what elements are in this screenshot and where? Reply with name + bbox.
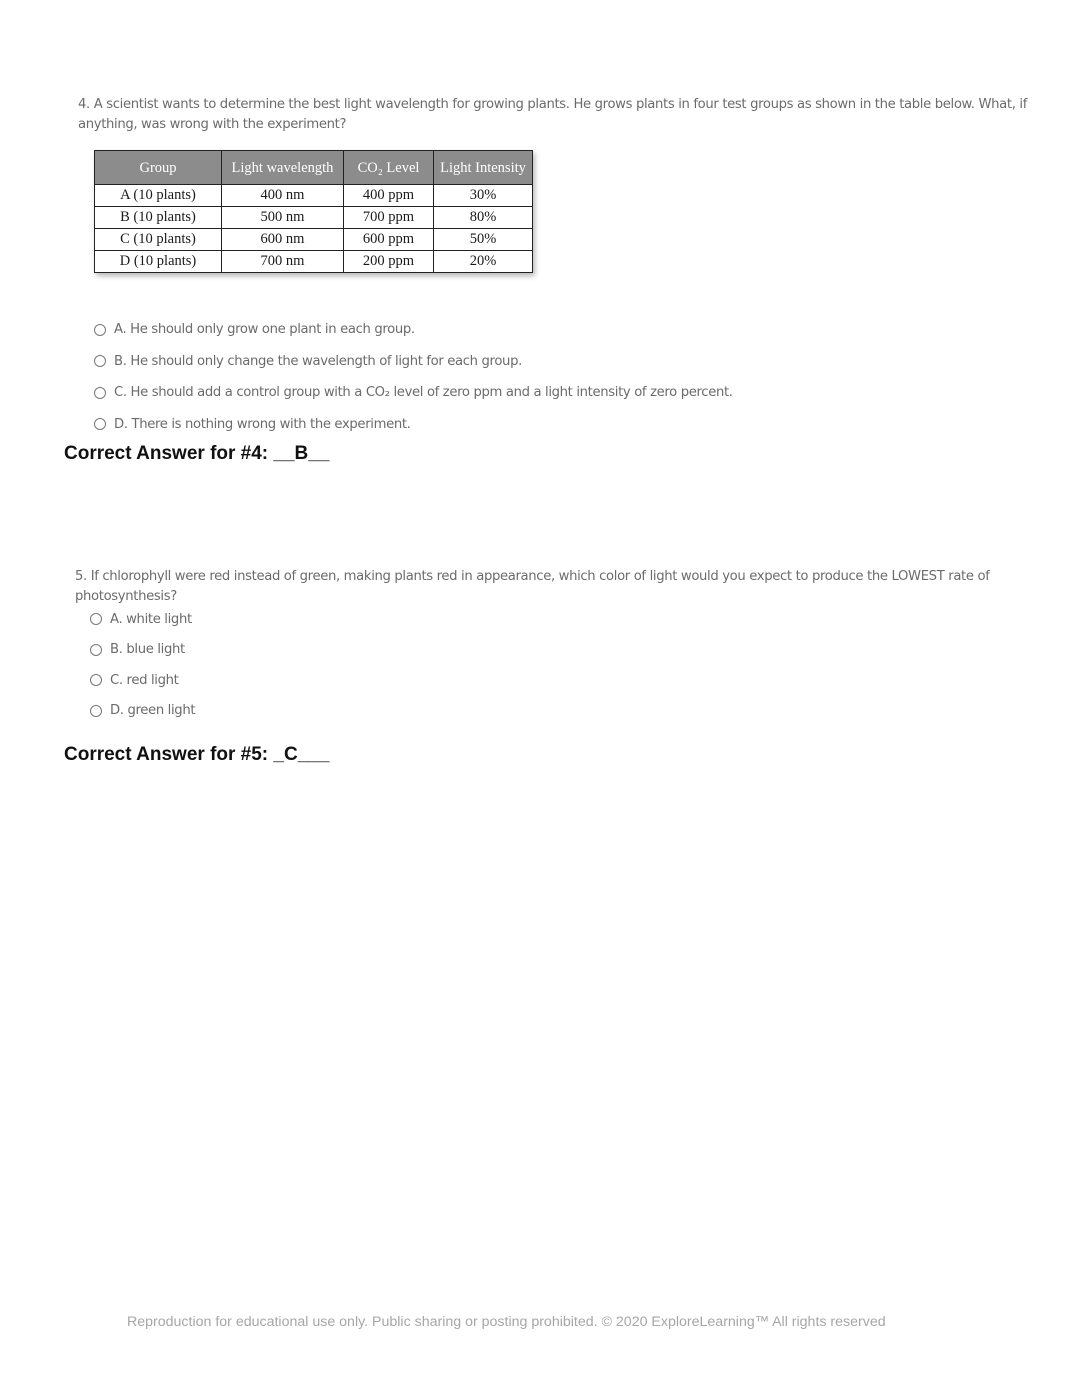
q5-option-b[interactable] [90,635,195,666]
radio-button[interactable] [90,644,102,656]
table-cell: 600 nm [222,229,344,251]
table-header-row [95,151,533,185]
table-cell: D (10 plants) [95,251,222,273]
table-cell: 400 nm [222,185,344,207]
table-cell: 400 ppm [344,185,434,207]
experiment-table [94,150,533,273]
q4-option-d[interactable] [94,409,733,441]
q4-option-c[interactable] [94,377,733,409]
option-label: D. green light [110,703,196,719]
q5-option-d[interactable] [90,696,195,727]
q4-option-b[interactable] [94,346,733,378]
table-header-cell: Light wavelength [222,151,344,185]
radio-button[interactable] [94,324,106,336]
radio-button[interactable] [90,705,102,717]
question-5-answer: Correct Answer for #5: _C___ [64,744,330,765]
option-label: C. red light [110,672,179,688]
question-4-answer: Correct Answer for #4: __B__ [64,443,330,464]
table-cell: 50% [434,229,533,251]
option-label: A. He should only grow one plant in each group. [114,322,415,338]
table-cell: 30% [434,185,533,207]
table-cell: C (10 plants) [95,229,222,251]
table-cell: 600 ppm [344,229,434,251]
option-label: B. He should only change the wavelength of light for each group. [114,353,522,369]
radio-button[interactable] [94,387,106,399]
option-label: A. white light [110,611,192,627]
question-5-text: 5. If chlorophyll were red instead of green, making plants red in appearance, which color of light would you expect to produce the LOWEST rate of photosynthesis? [75,569,990,604]
copyright-footer: Reproduction for educational use only. Public sharing or posting prohibited. © 2020 ExploreLearning™ All rights reserved [127,1314,886,1330]
question-4-text: 4. A scientist wants to determine the best light wavelength for growing plants. He grows plants in four test groups as shown in the table below. What, if anything, was wrong with the experiment? [78,97,1027,132]
radio-button[interactable] [94,418,106,430]
radio-button[interactable] [90,613,102,625]
radio-button[interactable] [94,355,106,367]
option-label: C. He should add a control group with a CO₂ level of zero ppm and a light intensity of zero percent. [114,385,733,401]
table-header-cell: Group [95,151,222,185]
option-label: D. There is nothing wrong with the experiment. [114,416,411,432]
q5-option-c[interactable] [90,665,195,696]
option-label: B. blue light [110,642,185,658]
experiment-table-container [94,150,533,273]
radio-button[interactable] [90,674,102,686]
q5-option-a[interactable] [90,604,195,635]
table-cell: 700 ppm [344,207,434,229]
table-header-cell: Light Intensity [434,151,533,185]
table-row [95,229,533,251]
table-cell: 20% [434,251,533,273]
question-5-options [90,604,195,726]
table-cell: 200 ppm [344,251,434,273]
question-4-options [94,314,733,440]
table-cell: 80% [434,207,533,229]
table-row [95,207,533,229]
table-header-cell: CO₂ Level [344,151,434,185]
table-row [95,251,533,273]
table-row [95,185,533,207]
table-cell: 500 nm [222,207,344,229]
table-cell: A (10 plants) [95,185,222,207]
table-cell: 700 nm [222,251,344,273]
q4-option-a[interactable] [94,314,733,346]
table-cell: B (10 plants) [95,207,222,229]
